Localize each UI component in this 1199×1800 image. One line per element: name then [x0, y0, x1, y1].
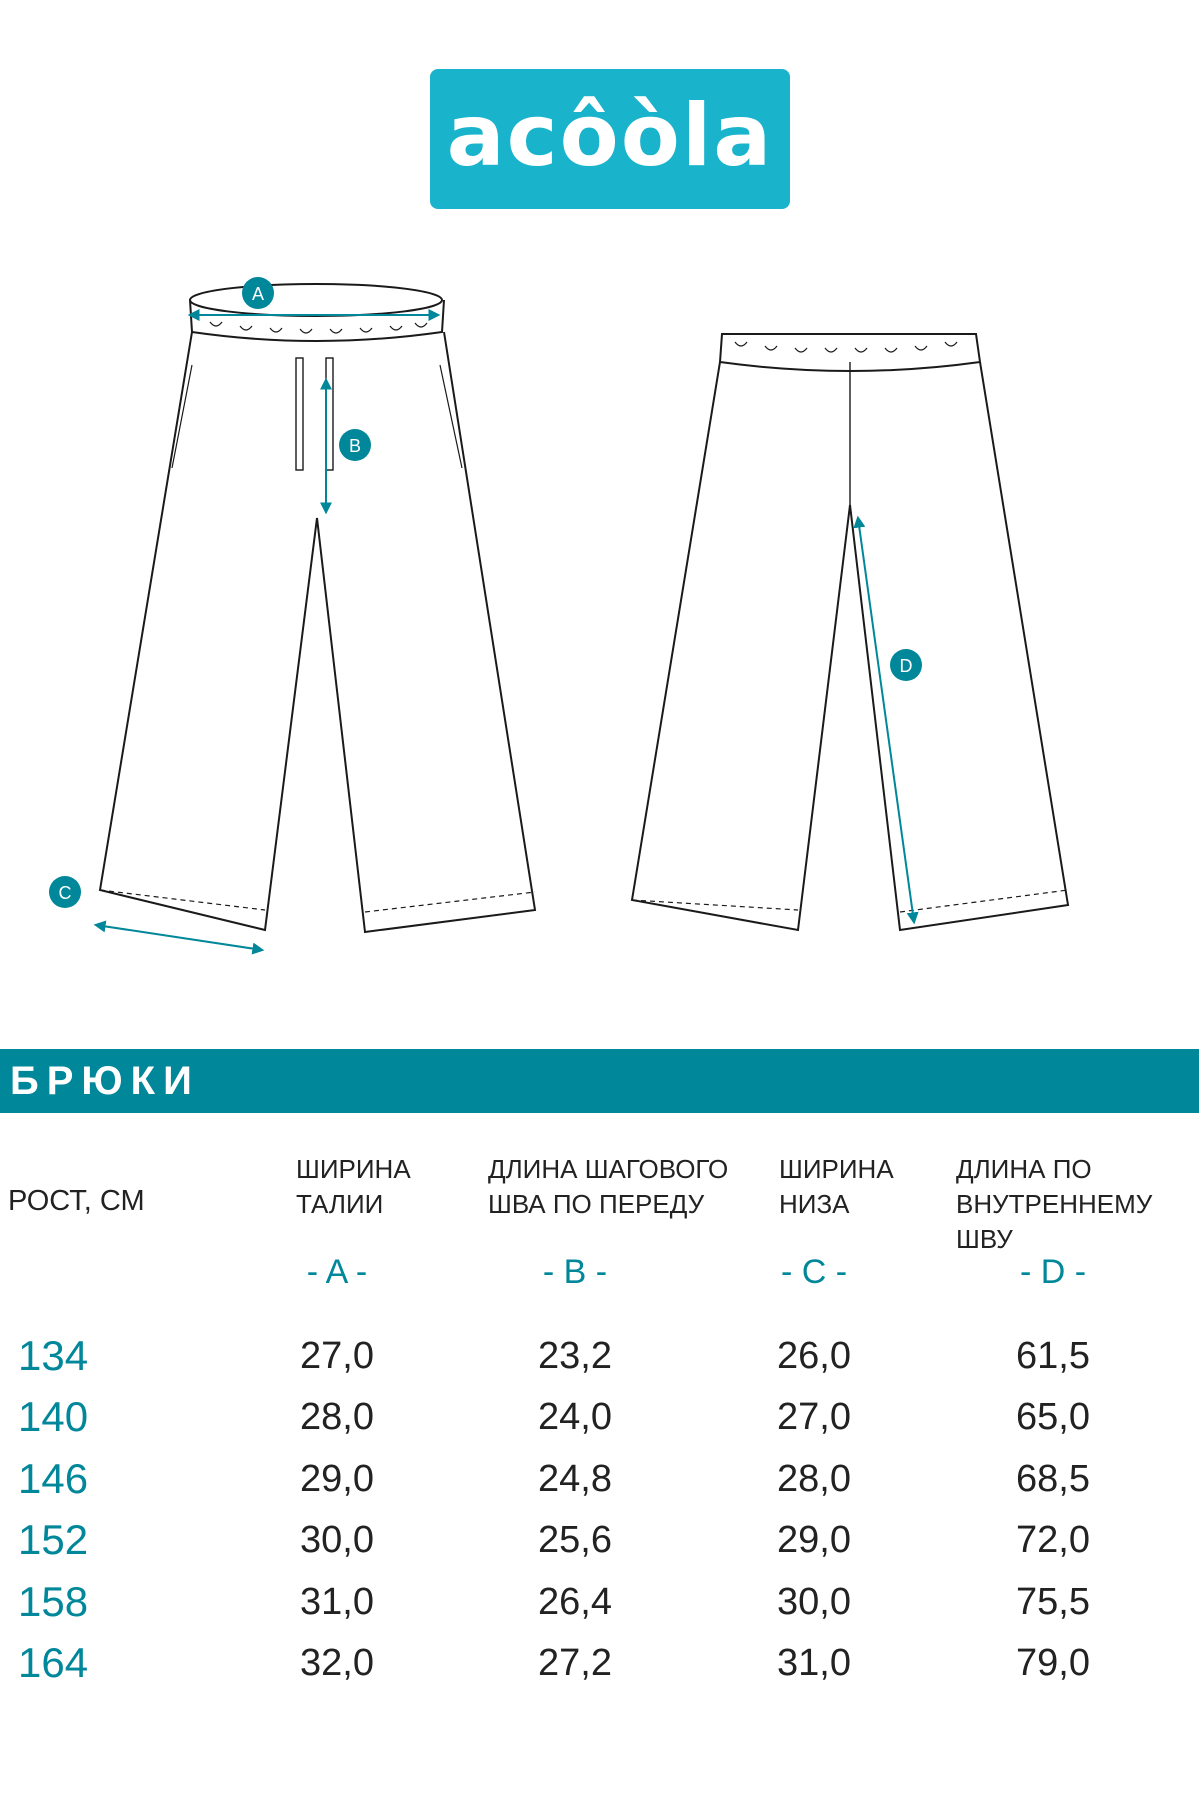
column-header-b-line1: ДЛИНА ШАГОВОГО [488, 1154, 729, 1184]
column-header-a-line2: ТАЛИИ [296, 1189, 384, 1219]
row-height: 134 [18, 1332, 89, 1379]
table-row [0, 1387, 1199, 1447]
table-row [0, 1326, 1199, 1386]
column-header-d-line1: ДЛИНА ПО [956, 1154, 1092, 1184]
marker-d [890, 649, 922, 681]
cell-d: 61,5 [1016, 1335, 1090, 1377]
table-row [0, 1510, 1199, 1570]
column-header-d-line2: ВНУТРЕННЕМУ ШВУ [956, 1189, 1153, 1254]
pants-back-view [632, 334, 1068, 930]
cell-b: 25,6 [538, 1519, 612, 1561]
svg-text:D: D [899, 656, 913, 676]
cell-c: 29,0 [777, 1519, 851, 1561]
cell-a: 27,0 [300, 1335, 374, 1377]
brand-logo-text: acôòla [446, 86, 774, 186]
cell-b: 24,8 [538, 1458, 612, 1500]
cell-d: 72,0 [1016, 1519, 1090, 1561]
pants-measurement-diagram [0, 250, 1199, 980]
arrow-d [858, 518, 914, 922]
table-row [0, 1633, 1199, 1693]
column-key-a: - A - [306, 1253, 368, 1291]
cell-d: 75,5 [1016, 1581, 1090, 1623]
column-header-a [296, 1152, 411, 1222]
measurement-arrows [96, 315, 914, 950]
column-key-b: - B - [542, 1253, 608, 1291]
pants-front-view [100, 284, 535, 932]
row-height: 158 [18, 1578, 89, 1625]
arrow-c [96, 925, 262, 950]
column-header-c-line1: ШИРИНА [779, 1154, 894, 1184]
row-height: 164 [18, 1639, 89, 1686]
cell-a: 28,0 [300, 1396, 374, 1438]
column-header-b-line2: ШВА ПО ПЕРЕДУ [488, 1189, 705, 1219]
table-row [0, 1572, 1199, 1632]
column-header-a-line1: ШИРИНА [296, 1154, 411, 1184]
cell-c: 27,0 [777, 1396, 851, 1438]
cell-b: 26,4 [538, 1581, 612, 1623]
column-key-c: - C - [780, 1253, 848, 1291]
svg-text:A: A [251, 284, 265, 304]
cell-b: 27,2 [538, 1642, 612, 1684]
cell-b: 24,0 [538, 1396, 612, 1438]
cell-a: 31,0 [300, 1581, 374, 1623]
cell-d: 79,0 [1016, 1642, 1090, 1684]
cell-c: 28,0 [777, 1458, 851, 1500]
svg-text:C: C [58, 883, 72, 903]
column-key-d: - D - [1019, 1253, 1087, 1291]
marker-a [242, 277, 274, 309]
column-header-d [956, 1152, 1199, 1257]
brand-logo [430, 69, 790, 209]
cell-a: 30,0 [300, 1519, 374, 1561]
row-height: 152 [18, 1516, 89, 1563]
section-band [0, 1049, 1199, 1113]
marker-b [339, 429, 371, 461]
table-row [0, 1449, 1199, 1509]
height-column-header: РОСТ, СМ [8, 1185, 145, 1217]
column-header-b [488, 1152, 728, 1222]
cell-c: 31,0 [777, 1642, 851, 1684]
cell-a: 29,0 [300, 1458, 374, 1500]
cell-b: 23,2 [538, 1335, 612, 1377]
svg-text:B: B [348, 436, 362, 456]
cell-d: 65,0 [1016, 1396, 1090, 1438]
cell-c: 30,0 [777, 1581, 851, 1623]
cell-a: 32,0 [300, 1642, 374, 1684]
row-height: 146 [18, 1455, 89, 1502]
section-title: БРЮКИ [10, 1059, 200, 1103]
row-height: 140 [18, 1393, 89, 1440]
cell-d: 68,5 [1016, 1458, 1090, 1500]
marker-c [49, 876, 81, 908]
column-header-c-line2: НИЗА [779, 1189, 850, 1219]
cell-c: 26,0 [777, 1335, 851, 1377]
column-header-c [779, 1152, 894, 1222]
